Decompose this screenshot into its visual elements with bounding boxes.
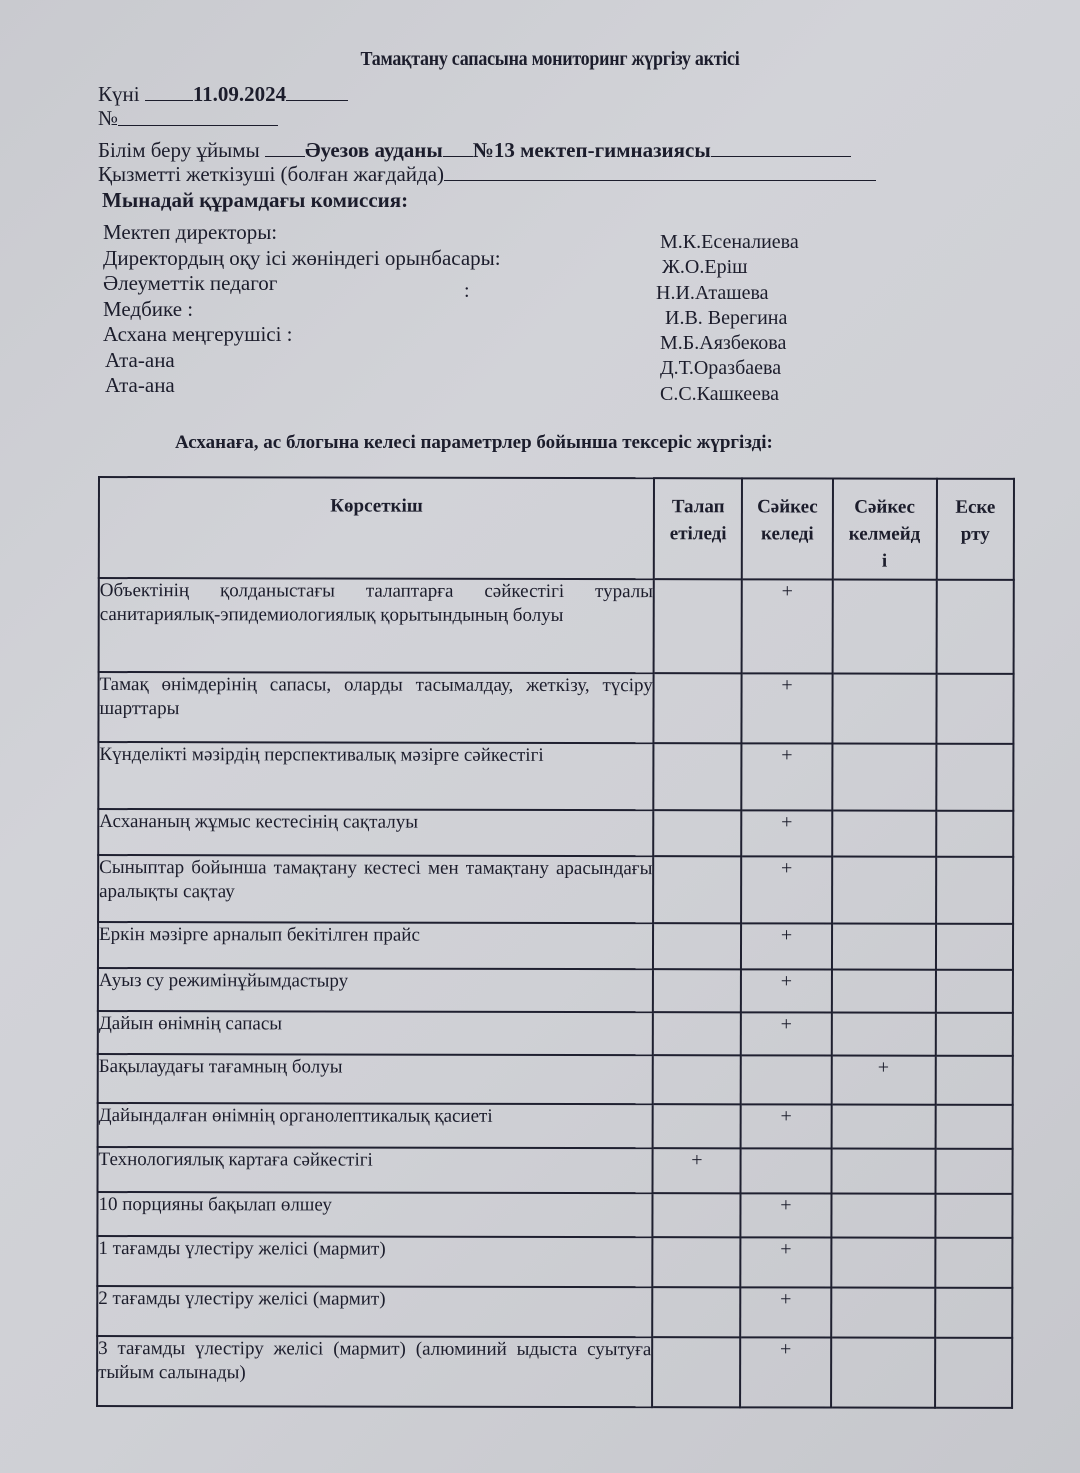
- mark-note-cell[interactable]: [936, 811, 1013, 857]
- supplier-line: [98, 162, 876, 187]
- mark-required-cell[interactable]: +: [653, 1148, 741, 1193]
- mark-note-cell[interactable]: [935, 1056, 1012, 1105]
- mark-noncompliant-cell[interactable]: [832, 811, 936, 857]
- mark-compliant-cell[interactable]: +: [742, 810, 832, 856]
- indicator-cell: Сыныптар бойынша тамақтану кестесі мен тамақтану арасындағы аралықты сақтау: [98, 855, 653, 923]
- indicator-cell: Ауыз су режимінұйымдастыру: [98, 968, 653, 1012]
- commission-name: Д.Т.Оразбаева: [660, 357, 782, 380]
- mark-compliant-cell[interactable]: +: [741, 1193, 831, 1237]
- org-underline-1: [265, 138, 305, 157]
- mark-compliant-cell[interactable]: +: [742, 743, 832, 810]
- mark-note-cell[interactable]: [936, 674, 1013, 744]
- mark-noncompliant-cell[interactable]: [831, 970, 935, 1013]
- commission-name: С.С.Кашкеева: [660, 382, 780, 405]
- date-underline-left: [145, 82, 193, 101]
- mark-noncompliant-cell[interactable]: [831, 1338, 935, 1408]
- column-header-text: етіледі: [669, 523, 727, 545]
- table-row: [98, 1011, 1013, 1056]
- table-row: [98, 809, 1013, 857]
- mark-note-cell[interactable]: [935, 1288, 1012, 1338]
- supplier-label: Қызметті жеткізуші (болған жағдайда): [98, 162, 445, 186]
- mark-compliant-cell[interactable]: +: [741, 1287, 831, 1337]
- indicator-cell: Объектінің қолданыстағы талаптарға сәйкестігі туралы санитариялық-эпидемиологиялық қорытындының болуы: [99, 578, 654, 673]
- table-row: [97, 1286, 1012, 1338]
- org-school: №13 мектеп-гимназиясы: [472, 138, 711, 162]
- indicator-cell: Еркін мәзірге арналып бекітілген прайс: [98, 922, 653, 969]
- column-header-text: рту: [960, 523, 990, 545]
- org-label: Білім беру ұйымы: [98, 138, 260, 162]
- commission-name: М.К.Есеналиева: [660, 231, 799, 253]
- mark-required-cell[interactable]: [653, 1012, 741, 1055]
- table-row: [98, 1054, 1013, 1105]
- table-row: [98, 1147, 1013, 1194]
- indicator-cell: Тамақ өнімдерінің сапасы, оларды тасымалдау, жеткізу, түсіру шарттары: [98, 672, 653, 743]
- commission-role: Мектеп директоры:: [103, 220, 278, 244]
- mark-noncompliant-cell[interactable]: [832, 744, 936, 811]
- mark-note-cell[interactable]: [936, 744, 1013, 811]
- mark-required-cell[interactable]: [653, 1055, 741, 1104]
- table-row: [98, 968, 1013, 1013]
- column-header-text: Сәйкес: [854, 496, 915, 518]
- mark-required-cell[interactable]: [653, 923, 741, 969]
- mark-noncompliant-cell[interactable]: [831, 1105, 935, 1149]
- mark-required-cell[interactable]: [654, 579, 742, 673]
- org-underline-3: [711, 138, 851, 157]
- indicator-cell: Дайын өнімнің сапасы: [98, 1011, 653, 1055]
- date-underline-right: [286, 82, 348, 101]
- number-underline[interactable]: [118, 107, 278, 126]
- commission-name: М.Б.Аязбекова: [660, 332, 787, 355]
- indicator-cell: 3 тағамды үлестіру желісі (мармит) (алюминий ыдыста суытуға тыйым салынады): [97, 1336, 652, 1407]
- commission-roles: [103, 220, 501, 399]
- mark-noncompliant-cell[interactable]: [832, 857, 936, 924]
- table-row: [98, 672, 1013, 744]
- commission-role: Әлеуметтік педагог: [103, 271, 278, 295]
- column-header-note: [937, 479, 1014, 580]
- commission-role: Ата-ана: [105, 373, 175, 397]
- mark-required-cell[interactable]: [653, 1104, 741, 1148]
- indicator-cell: 1 тағамды үлестіру желісі (мармит): [97, 1236, 652, 1287]
- mark-compliant-cell[interactable]: [741, 1148, 831, 1193]
- column-header-required: [654, 478, 742, 579]
- column-header-noncompliant: [832, 479, 936, 580]
- table-row: [99, 578, 1014, 674]
- mark-noncompliant-cell[interactable]: [831, 1288, 935, 1338]
- mark-compliant-cell[interactable]: +: [741, 856, 831, 923]
- column-header-text: келеді: [761, 523, 814, 545]
- mark-note-cell[interactable]: [935, 1149, 1012, 1194]
- mark-required-cell[interactable]: [653, 1193, 741, 1237]
- mark-noncompliant-cell[interactable]: [831, 1149, 935, 1194]
- mark-compliant-cell[interactable]: +: [742, 579, 832, 673]
- column-header-text: Еске: [955, 496, 996, 518]
- commission-heading: Мынадай құрамдағы комиссия:: [102, 188, 409, 212]
- mark-required-cell[interactable]: [653, 1237, 741, 1287]
- table-row: [97, 1192, 1012, 1238]
- column-header-text: Талап: [671, 496, 725, 518]
- mark-note-cell[interactable]: [935, 1238, 1012, 1288]
- commission-name: Н.И.Аташева: [656, 281, 769, 304]
- commission-role: Ата-ана: [105, 347, 175, 372]
- indicator-cell: Дайындалған өнімнің органолептикалық қасиеті: [98, 1103, 653, 1148]
- mark-required-cell[interactable]: [653, 856, 741, 923]
- table-row: [98, 742, 1013, 811]
- date-line: [98, 82, 348, 107]
- mark-note-cell[interactable]: [935, 1105, 1012, 1149]
- mark-required-cell[interactable]: [652, 1287, 740, 1337]
- check-heading: Асханаға, ас блогына келесі параметрлер бойынша тексеріс жүргізді:: [175, 432, 773, 453]
- mark-note-cell[interactable]: [935, 1338, 1012, 1408]
- org-underline-2: [443, 138, 473, 157]
- indicator-cell: Күнделікті мәзірдің перспективалық мәзірге сәйкестігі: [98, 742, 653, 810]
- mark-noncompliant-cell[interactable]: [832, 580, 936, 674]
- org-district: Әуезов ауданы: [304, 138, 443, 162]
- mark-note-cell[interactable]: [935, 1194, 1012, 1238]
- commission-role: Медбике :: [103, 296, 194, 321]
- commission-role: Директордың оқу ісі жөніндегі орынбасары:: [103, 245, 501, 270]
- commission-name: Ж.О.Еріш: [662, 256, 748, 279]
- indicator-cell: Асхананың жұмыс кестесінің сақталуы: [98, 809, 653, 856]
- date-label: Күні: [98, 82, 140, 106]
- column-header-text: келмейд: [848, 523, 921, 545]
- mark-compliant-cell[interactable]: +: [740, 1337, 830, 1407]
- mark-compliant-cell[interactable]: +: [741, 1104, 831, 1148]
- mark-required-cell[interactable]: [653, 810, 741, 856]
- mark-compliant-cell[interactable]: +: [742, 673, 832, 743]
- commission-role: Асхана меңгерушісі :: [103, 322, 293, 346]
- column-header-text: Сәйкес: [757, 496, 818, 518]
- mark-note-cell[interactable]: [936, 970, 1013, 1013]
- table-row: [97, 1336, 1012, 1408]
- commission-name: И.В. Верегина: [665, 306, 788, 329]
- indicator-cell: 2 тағамды үлестіру желісі (мармит): [97, 1286, 652, 1337]
- column-header-text: і: [881, 550, 888, 572]
- inspection-table: [96, 476, 1015, 1409]
- mark-noncompliant-cell[interactable]: [832, 674, 936, 744]
- mark-noncompliant-cell[interactable]: [831, 1013, 935, 1056]
- commission-names: [656, 230, 799, 407]
- mark-noncompliant-cell[interactable]: +: [831, 1056, 935, 1105]
- mark-note-cell[interactable]: [936, 580, 1013, 674]
- mark-noncompliant-cell[interactable]: [831, 1238, 935, 1288]
- role-colon: :: [464, 280, 470, 302]
- mark-required-cell[interactable]: [654, 673, 742, 743]
- mark-required-cell[interactable]: [652, 1337, 740, 1407]
- mark-compliant-cell[interactable]: +: [741, 969, 831, 1012]
- table-row: [97, 1236, 1012, 1288]
- mark-compliant-cell[interactable]: +: [741, 1012, 831, 1055]
- mark-required-cell[interactable]: [654, 743, 742, 810]
- mark-note-cell[interactable]: [936, 1013, 1013, 1056]
- date-value: 11.09.2024: [192, 82, 287, 106]
- column-header-text: Көрсеткіш: [330, 495, 423, 517]
- column-header-compliant: [742, 478, 832, 579]
- supplier-underline[interactable]: [444, 162, 876, 181]
- mark-note-cell[interactable]: [936, 857, 1013, 924]
- table-row: [98, 922, 1013, 970]
- mark-compliant-cell[interactable]: +: [741, 923, 831, 969]
- mark-compliant-cell[interactable]: +: [741, 1237, 831, 1287]
- number-label: №: [98, 106, 119, 130]
- indicator-cell: Технологиялық картаға сәйкестігі: [98, 1147, 653, 1193]
- mark-note-cell[interactable]: [936, 924, 1013, 970]
- table-row: [98, 1103, 1013, 1149]
- indicator-cell: 10 порцияны бақылап өлшеу: [97, 1192, 652, 1237]
- mark-noncompliant-cell[interactable]: [832, 924, 936, 970]
- indicator-cell: Бақылаудағы тағамның болуы: [98, 1054, 653, 1104]
- column-header-indicator: [99, 477, 654, 579]
- mark-compliant-cell[interactable]: [741, 1055, 831, 1104]
- table-row: [98, 855, 1013, 924]
- org-line: [98, 138, 851, 163]
- mark-noncompliant-cell[interactable]: [831, 1194, 935, 1238]
- mark-required-cell[interactable]: [653, 969, 741, 1012]
- document-title: Тамақтану сапасына мониторинг жүргізу актісі: [360, 48, 740, 70]
- table-header-row: [99, 477, 1014, 580]
